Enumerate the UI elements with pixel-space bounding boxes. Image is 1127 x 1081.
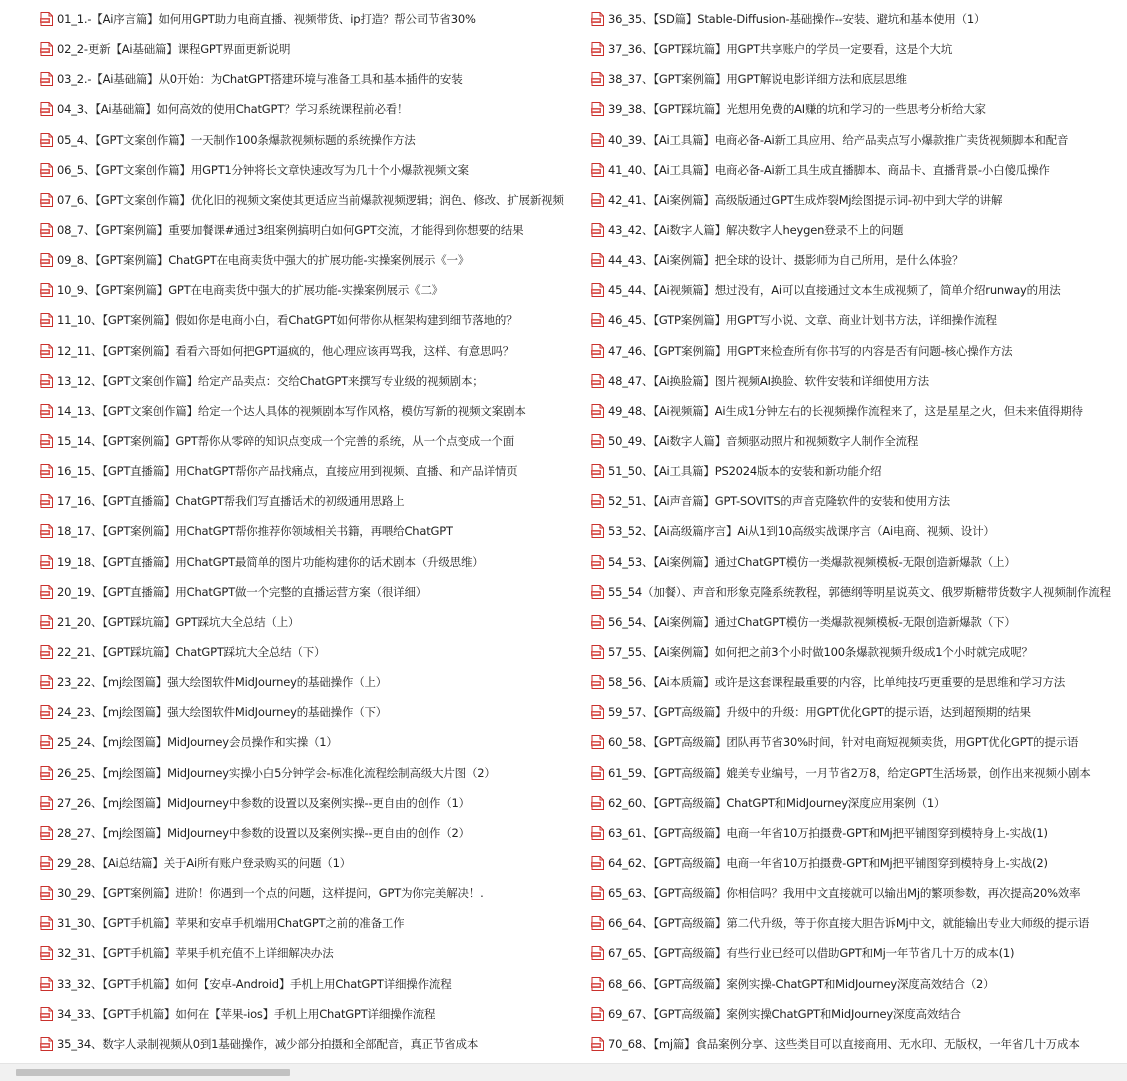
pdf-file-icon [591,313,604,327]
file-name: 17_16、【GPT直播篇】ChatGPT帮我们写直播话术的初级通用思路上 [57,494,405,509]
pdf-file-icon [40,404,53,418]
file-item[interactable] [591,697,1121,727]
pdf-file-icon [40,102,53,116]
pdf-file-icon [40,464,53,478]
pdf-file-icon [40,796,53,810]
pdf-file-icon [40,1037,53,1051]
file-name: 65_63、【GPT高级篇】你相信吗？我用中文直接就可以输出Mj的繁项参数，再次提高20%效率 [608,886,1081,901]
file-item[interactable] [40,245,590,275]
pdf-file-icon [40,223,53,237]
file-item[interactable] [591,908,1121,938]
file-item[interactable] [40,185,590,215]
file-name: 10_9、【GPT案例篇】GPT在电商卖货中强大的扩展功能-实操案例展示《二》 [57,283,444,298]
file-item[interactable] [40,396,590,426]
file-name: 58_56、【Ai本质篇】或许是这套课程最重要的内容，比单纯技巧更重要的是思维和学习方法 [608,675,1066,690]
file-item[interactable] [591,969,1121,999]
file-item[interactable] [40,456,590,486]
file-name: 69_67、【GPT高级篇】案例实操ChatGPT和MidJourney深度高效结合 [608,1006,961,1021]
file-name: 41_40、【Ai工具篇】电商必备-Ai新工具生成直播脚本、商品卡、直播背景-小白傻瓜操作 [608,162,1050,177]
file-item[interactable] [591,878,1121,908]
pdf-file-icon [40,735,53,749]
pdf-file-icon [40,555,53,569]
file-item[interactable] [591,818,1121,848]
file-item[interactable] [40,697,590,727]
pdf-file-icon [591,946,604,960]
file-name: 29_28、【Ai总结篇】关于Ai所有账户登录购买的问题（1） [57,856,352,870]
file-name: 32_31、【GPT手机篇】苹果手机充值不上详细解决办法 [57,946,334,961]
file-item[interactable] [40,215,590,245]
pdf-file-icon [40,283,53,297]
file-name: 16_15、【GPT直播篇】用ChatGPT帮你产品找痛点，直接应用到视频、直播、和产品详情页 [57,464,518,479]
file-item[interactable] [40,275,590,305]
pdf-file-icon [40,916,53,930]
file-item[interactable] [591,275,1121,305]
pdf-file-icon [591,1007,604,1021]
file-name: 67_65、【GPT高级篇】有些行业已经可以借助GPT和Mj一年节省几十万的成本(1) [608,946,1015,961]
file-name: 30_29、【GPT案例篇】进阶！你遇到一个点的问题，这样提问，GPT为你完美解决！. [57,886,484,901]
pdf-file-icon [40,585,53,599]
pdf-file-icon [591,615,604,629]
file-item[interactable] [591,758,1121,788]
file-name: 24_23、【mj绘图篇】强大绘图软件MidJourney的基础操作（下） [57,705,388,720]
file-item[interactable] [40,999,590,1029]
file-item[interactable] [591,4,1121,34]
file-name: 18_17、【GPT案例篇】用ChatGPT帮你推荐你领域相关书籍，再喂给ChatGPT [57,524,453,539]
file-name: 56_54、【Ai案例篇】通过ChatGPT模仿一类爆款视频模板-无限创造新爆款（下） [608,614,1016,629]
pdf-file-icon [591,494,604,508]
file-name: 04_3、【Ai基础篇】如何高效的使用ChatGPT？学习系统课程前必看！ [57,102,409,117]
file-item[interactable] [40,969,590,999]
file-name: 55_54（加餐）、声音和形象克隆系统教程，郭德纲等明星说英文、俄罗斯糖带货数字人视频制作流程 [608,584,1111,599]
file-name: 35_34、数字人录制视频从0到1基础操作，减少部分拍摄和全部配音，真正节省成本 [57,1036,479,1051]
file-item[interactable] [40,155,590,185]
file-name: 31_30、【GPT手机篇】苹果和安卓手机端用ChatGPT之前的准备工作 [57,916,405,931]
file-name: 44_43、【Ai案例篇】把全球的设计、摄影师为自己所用，是什么体验？ [608,253,964,268]
pdf-file-icon [40,946,53,960]
file-name: 38_37、【GPT案例篇】用GPT解说电影详细方法和底层思维 [608,72,907,87]
pdf-file-icon [591,705,604,719]
file-item[interactable] [40,125,590,155]
file-name: 63_61、【GPT高级篇】电商一年省10万拍摄费-GPT和Mj把平铺图穿到模特身上-实战(1) [608,825,1048,840]
file-item[interactable] [40,336,590,366]
file-item[interactable] [591,607,1121,637]
pdf-file-icon [591,283,604,297]
file-name: 25_24、【mj绘图篇】MidJourney会员操作和实操（1） [57,735,338,750]
file-item[interactable] [40,878,590,908]
file-item[interactable] [591,426,1121,456]
pdf-file-icon [40,645,53,659]
file-name: 02_2-更新【Ai基础篇】课程GPT界面更新说明 [57,42,291,57]
pdf-file-icon [40,434,53,448]
file-name: 51_50、【Ai工具篇】PS2024版本的安装和新功能介绍 [608,464,882,479]
pdf-file-icon [591,464,604,478]
file-name: 37_36、【GPT踩坑篇】用GPT共享账户的学员一定要看，这是个大坑 [608,42,953,57]
file-item[interactable] [40,547,590,577]
file-name: 34_33、【GPT手机篇】如何在【苹果-ios】手机上用ChatGPT详细操作流程 [57,1006,436,1021]
file-name: 46_45、【GTP案例篇】用GPT写小说、文章、商业计划书方法，详细操作流程 [608,313,997,328]
file-item[interactable] [40,1029,590,1059]
pdf-file-icon [591,163,604,177]
file-name: 68_66、【GPT高级篇】案例实操-ChatGPT和MidJourney深度高效结合（2） [608,976,995,991]
file-item[interactable] [591,577,1121,607]
pdf-file-icon [40,856,53,870]
pdf-file-icon [591,1037,604,1051]
pdf-file-icon [591,344,604,358]
file-item[interactable] [591,547,1121,577]
file-name: 40_39、【Ai工具篇】电商必备-Ai新工具应用、给产品卖点写小爆款推广卖货视频脚本和配音 [608,132,1069,147]
file-item[interactable] [591,336,1121,366]
file-name: 43_42、【Ai数字人篇】解决数字人heygen登录不上的问题 [608,223,904,238]
pdf-file-icon [591,766,604,780]
file-name: 61_59、【GPT高级篇】媲美专业编号，一月节省2万8，给定GPT生活场景，创作出来视频小剧本 [608,765,1091,780]
file-item[interactable] [40,64,590,94]
pdf-file-icon [591,133,604,147]
pdf-file-icon [591,524,604,538]
pdf-file-icon [40,72,53,86]
file-name: 23_22、【mj绘图篇】强大绘图软件MidJourney的基础操作（上） [57,675,388,690]
file-item[interactable] [591,486,1121,516]
pdf-file-icon [591,434,604,448]
file-list-left-column [40,4,590,1059]
pdf-file-icon [40,193,53,207]
file-item[interactable] [591,667,1121,697]
file-item[interactable] [40,577,590,607]
pdf-file-icon [40,1007,53,1021]
file-name: 05_4、【GPT文案创作篇】一天制作100条爆款视频标题的系统操作方法 [57,132,416,147]
pdf-file-icon [40,133,53,147]
pdf-file-icon [40,313,53,327]
pdf-file-icon [40,977,53,991]
file-name: 15_14、【GPT案例篇】GPT帮你从零碎的知识点变成一个完善的系统，从一个点变成一个面 [57,434,515,449]
file-name: 27_26、【mj绘图篇】MidJourney中参数的设置以及案例实操--更自由的创作（1） [57,795,470,810]
file-name: 20_19、【GPT直播篇】用ChatGPT做一个完整的直播运营方案（很详细） [57,584,428,599]
file-item[interactable] [40,727,590,757]
pdf-file-icon [591,796,604,810]
file-name: 22_21、【GPT踩坑篇】ChatGPT踩坑大全总结（下） [57,645,326,660]
file-name: 36_35、【SD篇】Stable-Diffusion-基础操作--安装、避坑和基本使用（1） [608,12,986,27]
file-name: 07_6、【GPT文案创作篇】优化旧的视频文案使其更适应当前爆款视频逻辑；润色、修改、扩展新视频 [57,192,564,207]
file-item[interactable] [40,848,590,878]
pdf-file-icon [40,675,53,689]
file-item[interactable] [40,366,590,396]
pdf-file-icon [40,766,53,780]
file-item[interactable] [40,305,590,335]
file-item[interactable] [40,637,590,667]
pdf-file-icon [40,524,53,538]
file-name: 12_11、【GPT案例篇】看看六哥如何把GPT逼疯的，他心理应该再骂我，这样、有意思吗？ [57,343,515,358]
file-item[interactable] [591,366,1121,396]
pdf-file-icon [40,886,53,900]
pdf-file-icon [591,193,604,207]
file-name: 47_46、【GPT案例篇】用GPT来检查所有你书写的内容是否有问题-核心操作方法 [608,343,1013,358]
pdf-file-icon [40,826,53,840]
file-item[interactable] [591,848,1121,878]
horizontal-scrollbar[interactable] [0,1063,1127,1081]
file-name: 60_58、【GPT高级篇】团队再节省30%时间，针对电商短视频卖货，用GPT优化GPT的提示语 [608,735,1079,750]
file-name: 06_5、【GPT文案创作篇】用GPT1分钟将长文章快速改写为几十个小爆款视频文案 [57,162,469,177]
file-name: 50_49、【Ai数字人篇】音频驱动照片和视频数字人制作全流程 [608,434,919,449]
file-item[interactable] [591,94,1121,124]
file-name: 19_18、【GPT直播篇】用ChatGPT最简单的图片功能构建你的话术剧本（升级思维） [57,554,484,569]
file-item[interactable] [591,727,1121,757]
file-name: 11_10、【GPT案例篇】假如你是电商小白，看ChatGPT如何带你从框架构建到细节落地的？ [57,313,518,328]
file-item[interactable] [591,245,1121,275]
file-item[interactable] [40,486,590,516]
pdf-file-icon [591,826,604,840]
scrollbar-thumb[interactable] [16,1069,290,1076]
pdf-file-icon [591,42,604,56]
file-name: 70_68、【mj篇】食品案例分享、这些类目可以直接商用、无水印、无版权，一年省几十万成本 [608,1036,1080,1051]
file-item[interactable] [591,788,1121,818]
file-item[interactable] [40,34,590,64]
file-name: 39_38、【GPT踩坑篇】光想用免费的AI赚的坑和学习的一些思考分析给大家 [608,102,986,117]
file-name: 13_12、【GPT文案创作篇】给定产品卖点：交给ChatGPT来撰写专业级的视频剧本； [57,373,484,388]
pdf-file-icon [40,615,53,629]
file-item[interactable] [40,938,590,968]
file-name: 08_7、【GPT案例篇】重要加餐课#通过3组案例搞明白如何GPT交流，才能得到你想要的结果 [57,223,524,238]
file-item[interactable] [591,64,1121,94]
file-item[interactable] [591,938,1121,968]
file-name: 57_55、【Ai案例篇】如何把之前3个小时做100条爆款视频升级成1个小时就完成呢？ [608,645,1033,660]
file-item[interactable] [591,215,1121,245]
file-item[interactable] [591,516,1121,546]
pdf-file-icon [40,163,53,177]
pdf-file-icon [591,12,604,26]
pdf-file-icon [40,705,53,719]
pdf-file-icon [591,72,604,86]
pdf-file-icon [591,102,604,116]
file-name: 53_52、【Ai高级篇序言】Ai从1到10高级实战课序言（Ai电商、视频、设计） [608,524,995,539]
pdf-file-icon [591,585,604,599]
pdf-file-icon [591,645,604,659]
file-item[interactable] [591,305,1121,335]
pdf-file-icon [591,916,604,930]
file-name: 21_20、【GPT踩坑篇】GPT踩坑大全总结（上） [57,614,300,629]
pdf-file-icon [591,675,604,689]
file-item[interactable] [40,818,590,848]
file-item[interactable] [591,456,1121,486]
file-item[interactable] [591,34,1121,64]
pdf-file-icon [591,856,604,870]
file-name: 49_48、【Ai视频篇】Ai生成1分钟左右的长视频操作流程来了，这是星星之火，但未来值得期待 [608,403,1083,418]
pdf-file-icon [591,886,604,900]
pdf-file-icon [591,223,604,237]
file-name: 48_47、【Ai换脸篇】图片视频AI换脸、软件安装和详细使用方法 [608,373,929,388]
file-item[interactable] [591,125,1121,155]
file-list-right-column [591,4,1121,1059]
file-name: 64_62、【GPT高级篇】电商一年省10万拍摄费-GPT和Mj把平铺图穿到模特身上-实战(2) [608,856,1048,870]
file-name: 26_25、【mj绘图篇】MidJourney实操小白5分钟学会-标准化流程绘制高级大片图（2） [57,765,496,780]
file-name: 28_27、【mj绘图篇】MidJourney中参数的设置以及案例实操--更自由的创作（2） [57,825,470,840]
file-item[interactable] [591,1029,1121,1059]
pdf-file-icon [591,374,604,388]
file-item[interactable] [40,4,590,34]
pdf-file-icon [40,344,53,358]
pdf-file-icon [591,555,604,569]
file-name: 45_44、【Ai视频篇】想过没有，Ai可以直接通过文本生成视频了，简单介绍runway的用法 [608,283,1061,298]
file-name: 54_53、【Ai案例篇】通过ChatGPT模仿一类爆款视频模板-无限创造新爆款（上） [608,554,1016,569]
file-name: 59_57、【GPT高级篇】升级中的升级：用GPT优化GPT的提示语，达到超预期的结果 [608,705,1031,720]
file-item[interactable] [40,607,590,637]
file-item[interactable] [40,667,590,697]
file-item[interactable] [40,788,590,818]
file-name: 01_1.-【Ai序言篇】如何用GPT助力电商直播、视频带货、ip打造？帮公司节省30% [57,12,476,27]
file-name: 14_13、【GPT文案创作篇】给定一个达人具体的视频剧本写作风格，模仿写新的视频文案剧本 [57,403,526,418]
file-name: 52_51、【Ai声音篇】GPT-SOVITS的声音克隆软件的安装和使用方法 [608,494,950,509]
file-item[interactable] [40,94,590,124]
file-item[interactable] [591,396,1121,426]
file-name: 42_41、【Ai案例篇】高级版通过GPT生成炸裂Mj绘图提示词-初中到大学的讲解 [608,192,1003,207]
file-item[interactable] [40,908,590,938]
file-item[interactable] [591,185,1121,215]
pdf-file-icon [591,404,604,418]
file-name: 33_32、【GPT手机篇】如何【安卓-Android】手机上用ChatGPT详细操作流程 [57,976,452,991]
file-item[interactable] [40,516,590,546]
file-item[interactable] [40,758,590,788]
file-name: 66_64、【GPT高级篇】第二代升级，等于你直接大胆告诉Mj中文，就能输出专业大师级的提示语 [608,916,1090,931]
pdf-file-icon [40,12,53,26]
pdf-file-icon [40,374,53,388]
file-name: 62_60、【GPT高级篇】ChatGPT和MidJourney深度应用案例（1） [608,795,946,810]
file-name: 03_2.-【Ai基础篇】从0开始：为ChatGPT搭建环境与准备工具和基本插件的安装 [57,72,463,87]
pdf-file-icon [591,735,604,749]
pdf-file-icon [40,42,53,56]
file-item[interactable] [591,999,1121,1029]
pdf-file-icon [40,494,53,508]
pdf-file-icon [40,253,53,267]
file-item[interactable] [591,637,1121,667]
file-name: 09_8、【GPT案例篇】ChatGPT在电商卖货中强大的扩展功能-实操案例展示《一》 [57,253,470,268]
file-item[interactable] [591,155,1121,185]
pdf-file-icon [591,253,604,267]
file-item[interactable] [40,426,590,456]
pdf-file-icon [591,977,604,991]
